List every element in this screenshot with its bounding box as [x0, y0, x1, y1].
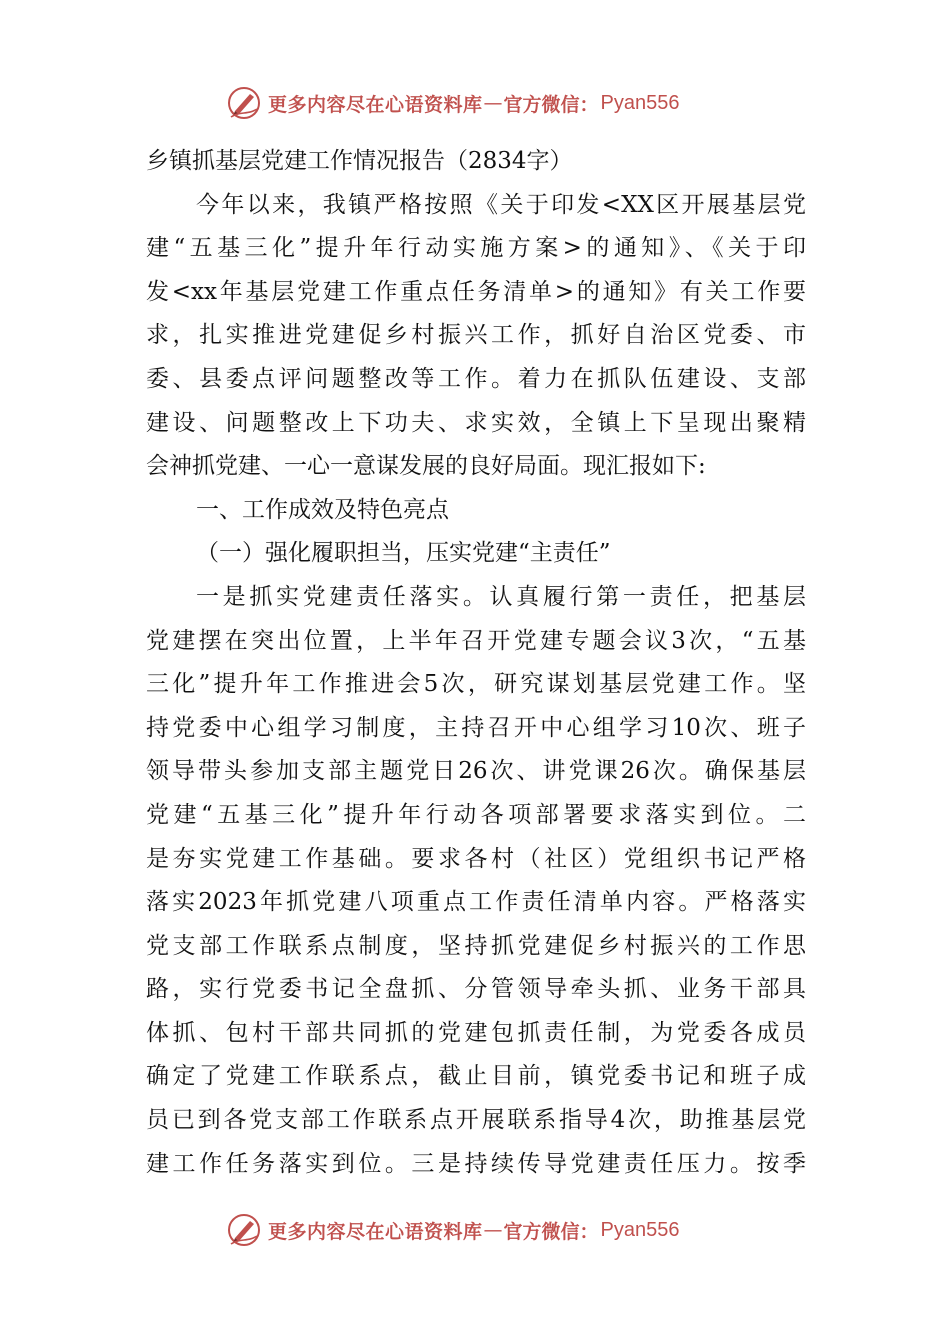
- body-line: 建工作任务落实到位。三是持续传导党建责任压力。按季: [146, 1150, 806, 1177]
- body-line: 持党委中心组学习制度，主持召开中心组学习10次、班子: [146, 714, 806, 741]
- watermark-label: 官方微信：: [503, 1220, 599, 1243]
- body-line: 体抓、包村干部共同抓的党建包抓责任制，为党委各成员: [146, 1019, 806, 1046]
- watermark-separator: —: [483, 1219, 503, 1241]
- body-line: 党建摆在突出位置，上半年召开党建专题会议3次，“五基: [146, 627, 806, 654]
- document-title: 乡镇抓基层党建工作情况报告（2834字）: [146, 148, 573, 174]
- section-heading: 一、工作成效及特色亮点: [196, 496, 449, 523]
- body-line: 一是抓实党建责任落实。认真履行第一责任，把基层: [196, 583, 806, 610]
- watermark-separator: —: [483, 92, 503, 114]
- watermark-account: Pyan556: [600, 91, 680, 114]
- body-line: 党建“五基三化”提升年行动各项部署要求落实到位。二: [146, 801, 806, 828]
- body-line: 今年以来，我镇严格按照《关于印发<XX区开展基层党: [196, 191, 806, 218]
- watermark-label: 官方微信：: [503, 93, 599, 116]
- pen-logo-icon: [226, 1212, 262, 1248]
- body-line: 建设、问题整改上下功夫、求实效，全镇上下呈现出聚精: [146, 409, 806, 436]
- body-line: 会神抓党建、一心一意谋发展的良好局面。现汇报如下:: [146, 453, 706, 480]
- document-body: [146, 140, 806, 1186]
- body-line: 是夯实党建工作基础。要求各村（社区）党组织书记严格: [146, 845, 806, 872]
- watermark-banner-top: [226, 83, 680, 123]
- subsection-heading: （一）强化履职担当，压实党建“主责任”: [196, 540, 611, 567]
- watermark-text: 更多内容尽在心语资料库: [268, 93, 483, 116]
- watermark-account: Pyan556: [600, 1218, 680, 1241]
- body-line: 落实2023年抓党建八项重点工作责任清单内容。严格落实: [146, 889, 806, 916]
- watermark-banner-bottom: [226, 1210, 680, 1250]
- body-line: 党支部工作联系点制度，坚持抓党建促乡村振兴的工作思: [146, 932, 806, 959]
- body-line: 建“五基三化”提升年行动实施方案>的通知》、《关于印: [146, 235, 806, 262]
- body-line: 确定了党建工作联系点，截止目前，镇党委书记和班子成: [146, 1063, 806, 1090]
- body-line: 领导带头参加支部主题党日26次、讲党课26次。确保基层: [146, 758, 806, 785]
- body-line: 员已到各党支部工作联系点开展联系指导4次，助推基层党: [146, 1107, 806, 1134]
- body-line: 委、县委点评问题整改等工作。着力在抓队伍建设、支部: [146, 365, 806, 392]
- body-line: 发<xx年基层党建工作重点任务清单>的通知》有关工作要: [146, 278, 806, 305]
- body-line: 三化”提升年工作推进会5次，研究谋划基层党建工作。坚: [146, 671, 806, 698]
- body-line: 求，扎实推进党建促乡村振兴工作，抓好自治区党委、市: [146, 322, 806, 349]
- body-line: 路，实行党委书记全盘抓、分管领导牵头抓、业务干部具: [146, 976, 806, 1003]
- watermark-text: 更多内容尽在心语资料库: [268, 1220, 483, 1243]
- pen-logo-icon: [226, 85, 262, 121]
